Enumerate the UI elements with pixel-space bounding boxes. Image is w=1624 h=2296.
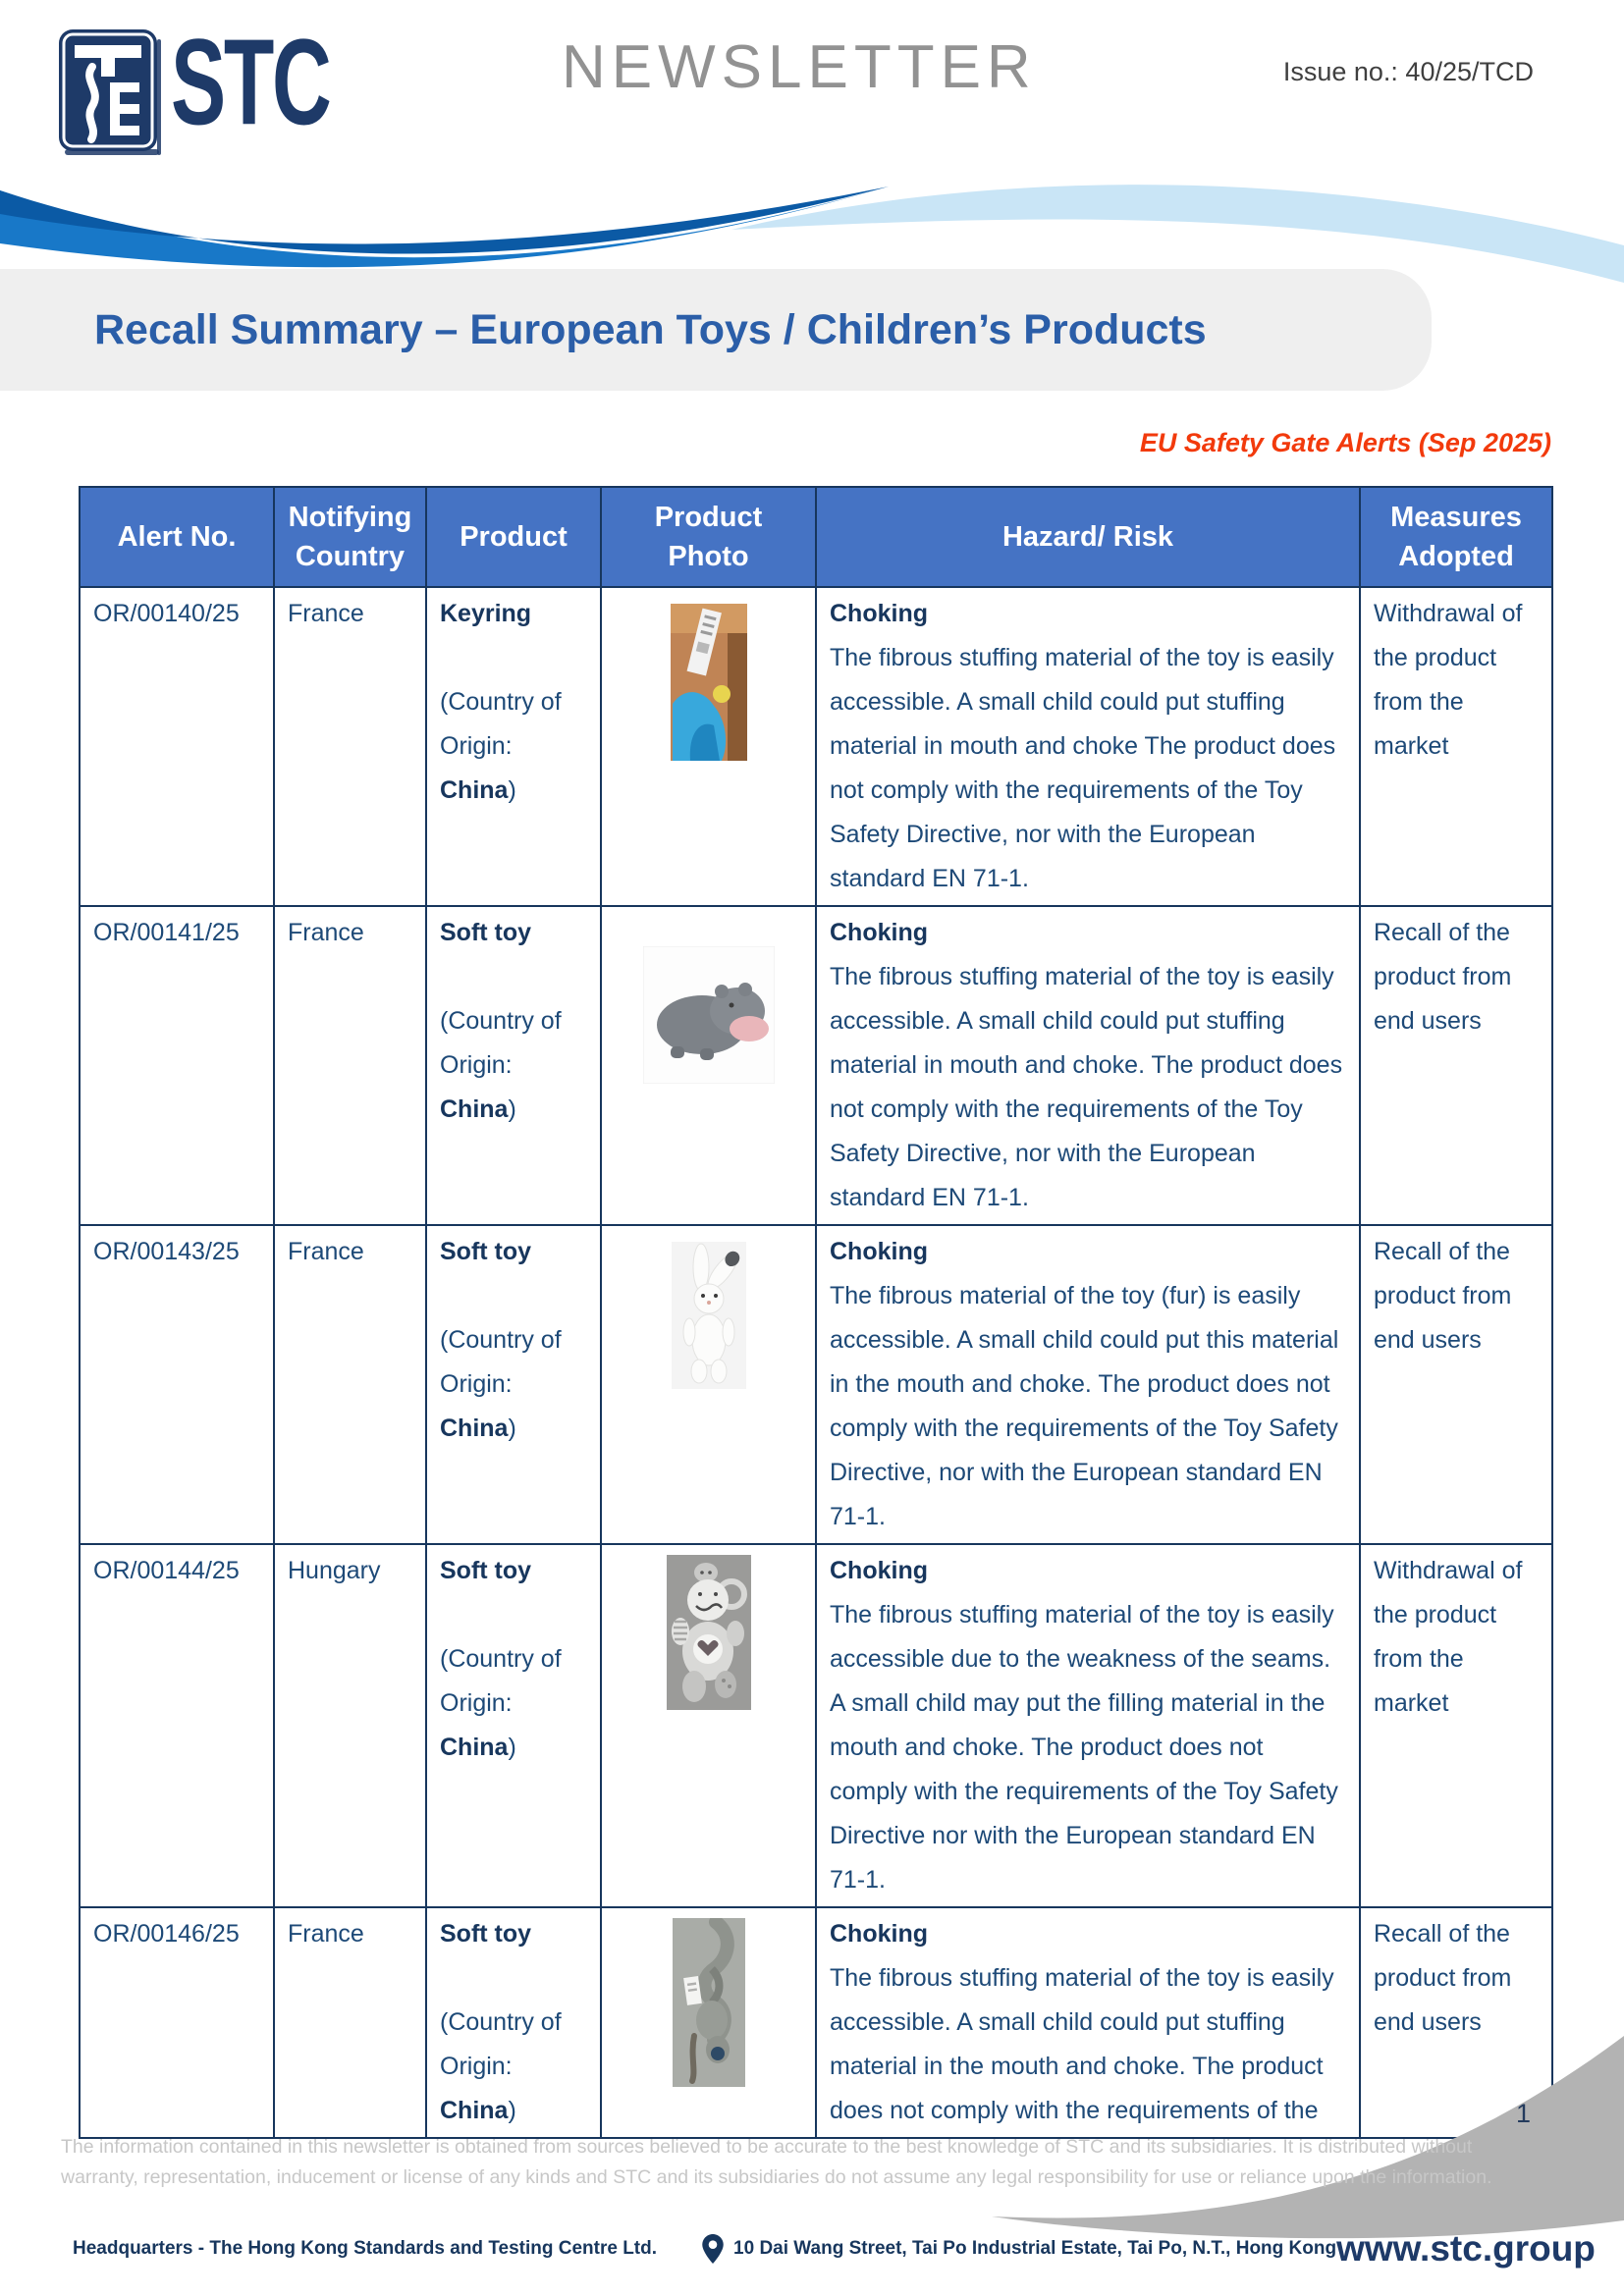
title-banner bbox=[0, 269, 1432, 391]
origin-line: Origin: bbox=[440, 1051, 513, 1079]
country-cell: France bbox=[274, 1225, 426, 1544]
page-number: 1 bbox=[1516, 2099, 1532, 2128]
measures-cell: Withdrawal of the product from the market bbox=[1360, 587, 1552, 906]
recall-summary-table bbox=[79, 486, 1553, 2139]
hazard-title: Choking bbox=[830, 1920, 928, 1948]
product-cell bbox=[426, 1544, 601, 1907]
origin-line: (Country of bbox=[440, 1645, 562, 1673]
origin-line: Origin: bbox=[440, 2053, 513, 2080]
issue-number: Issue no.: 40/25/TCD bbox=[1282, 57, 1534, 86]
table-row bbox=[80, 906, 1552, 1225]
product-photo-cell bbox=[601, 587, 816, 906]
hazard-cell bbox=[816, 1544, 1360, 1907]
disclaimer-line: The information contained in this newsletter is obtained from sources believed to be accurate to the best knowledge of STC and its subsidiaries. It is distributed without bbox=[61, 2136, 1473, 2158]
alert-no-cell: OR/00143/25 bbox=[80, 1225, 274, 1544]
product-photo-cell bbox=[601, 1225, 816, 1544]
col-header-measures-adopted: Measures Adopted bbox=[1360, 487, 1552, 587]
country-cell: France bbox=[274, 587, 426, 906]
stc-logo-text: STC bbox=[171, 13, 330, 151]
origin-line: China) bbox=[440, 1415, 516, 1442]
hazard-body: The fibrous stuffing material of the toy is easily accessible. A small child could put stuffing material in mouth and choke The product does not comply with the requirements of the Toy Safety Directive, nor with the European standard EN 71-1. bbox=[830, 644, 1336, 892]
product-photo-cell bbox=[601, 1544, 816, 1907]
table-row bbox=[80, 1225, 1552, 1544]
disclaimer-text bbox=[61, 2132, 1492, 2193]
hazard-body: The fibrous stuffing material of the toy is easily accessible. A small child could put stuffing material in mouth and choke. The product does not comply with the requirements of the Toy Safety Directive, nor with the European standard EN 71-1. bbox=[830, 963, 1343, 1211]
col-header-product-photo: Product Photo bbox=[601, 487, 816, 587]
measures-cell: Recall of the product from end users bbox=[1360, 1907, 1552, 2138]
address-text: 10 Dai Wang Street, Tai Po Industrial Estate, Tai Po, N.T., Hong Kong bbox=[733, 2238, 1337, 2259]
alert-no-cell: OR/00146/25 bbox=[80, 1907, 274, 2138]
hazard-title: Choking bbox=[830, 1557, 928, 1584]
newsletter-masthead: NEWSLETTER bbox=[562, 33, 1037, 101]
origin-line: (Country of bbox=[440, 1007, 562, 1035]
country-cell: Hungary bbox=[274, 1544, 426, 1907]
alerts-period-subtitle: EU Safety Gate Alerts (Sep 2025) bbox=[1139, 428, 1551, 457]
origin-line: China) bbox=[440, 1734, 516, 1761]
alert-no-cell: OR/00144/25 bbox=[80, 1544, 274, 1907]
product-name: Soft toy bbox=[440, 919, 532, 946]
alert-no-cell: OR/00140/25 bbox=[80, 587, 274, 906]
hazard-body: The fibrous material of the toy (fur) is easily accessible. A small child could put this material in the mouth and choke. The product does not comply with the requirements of the Toy Safety Directive, nor with the European standard EN 71-1. bbox=[830, 1282, 1339, 1530]
hazard-title: Choking bbox=[830, 919, 928, 946]
product-photo-hippo bbox=[643, 946, 775, 1084]
product-name: Soft toy bbox=[440, 1557, 532, 1584]
col-header-alert-no: Alert No. bbox=[80, 487, 274, 587]
product-photo-cell bbox=[601, 1907, 816, 2138]
website-link[interactable]: www.stc.group bbox=[1336, 2228, 1596, 2269]
product-photo-cell bbox=[601, 906, 816, 1225]
hazard-cell bbox=[816, 1225, 1360, 1544]
product-photo-cow-rattle bbox=[667, 1555, 751, 1710]
origin-line: Origin: bbox=[440, 1370, 513, 1398]
origin-line: (Country of bbox=[440, 2008, 562, 2036]
product-photo-keyring bbox=[671, 604, 747, 761]
alert-no-cell: OR/00141/25 bbox=[80, 906, 274, 1225]
measures-cell: Recall of the product from end users bbox=[1360, 1225, 1552, 1544]
origin-line: China) bbox=[440, 1095, 516, 1123]
location-pin-wrap bbox=[702, 2234, 724, 2264]
footer-bar bbox=[61, 2228, 1596, 2269]
table-row bbox=[80, 587, 1552, 906]
hazard-cell bbox=[816, 587, 1360, 906]
origin-line: Origin: bbox=[440, 732, 513, 760]
col-header-hazard-risk: Hazard/ Risk bbox=[816, 487, 1360, 587]
measures-cell: Recall of the product from end users bbox=[1360, 906, 1552, 1225]
origin-line: China) bbox=[440, 2097, 516, 2124]
product-photo-hanging-monkey bbox=[673, 1918, 745, 2087]
disclaimer-line: warranty, representation, inducement or license of any kinds and STC and its subsidiaries do not assume any legal responsibility for use or reliance upon the information. bbox=[61, 2166, 1492, 2188]
origin-line: China) bbox=[440, 776, 516, 804]
product-cell bbox=[426, 1907, 601, 2138]
product-name: Keyring bbox=[440, 600, 532, 627]
product-name: Soft toy bbox=[440, 1920, 532, 1948]
table-header-row bbox=[80, 487, 1552, 587]
col-header-notifying-country: Notifying Country bbox=[274, 487, 426, 587]
headquarters-text: Headquarters - The Hong Kong Standards and Testing Centre Ltd. bbox=[73, 2238, 658, 2259]
hazard-title: Choking bbox=[830, 600, 928, 627]
stc-seal-logo-icon bbox=[59, 29, 161, 155]
origin-line: (Country of bbox=[440, 688, 562, 716]
product-cell bbox=[426, 587, 601, 906]
country-cell: France bbox=[274, 906, 426, 1225]
origin-line: Origin: bbox=[440, 1689, 513, 1717]
col-header-product: Product bbox=[426, 487, 601, 587]
country-cell: France bbox=[274, 1907, 426, 2138]
product-cell bbox=[426, 1225, 601, 1544]
table-row bbox=[80, 1544, 1552, 1907]
hazard-body: The fibrous stuffing material of the toy is easily accessible due to the weakness of the seams. A small child may put the filling material in the mouth and choke. The product does not comply with the requirements of the Toy Safety Directive nor with the European standard EN 71-1. bbox=[830, 1601, 1338, 1894]
measures-cell: Withdrawal of the product from the market bbox=[1360, 1544, 1552, 1907]
page-title: Recall Summary – European Toys / Children’s Products bbox=[94, 305, 1207, 353]
product-cell bbox=[426, 906, 601, 1225]
location-pin-icon bbox=[702, 2234, 724, 2264]
hazard-body: The fibrous stuffing material of the toy is easily accessible. A small child could put stuffing material in the mouth and choke. The product does not comply with the requirements of the bbox=[830, 1964, 1334, 2124]
hazard-title: Choking bbox=[830, 1238, 928, 1265]
product-photo-rabbit bbox=[672, 1242, 746, 1389]
hazard-cell bbox=[816, 906, 1360, 1225]
origin-line: (Country of bbox=[440, 1326, 562, 1354]
product-name: Soft toy bbox=[440, 1238, 532, 1265]
